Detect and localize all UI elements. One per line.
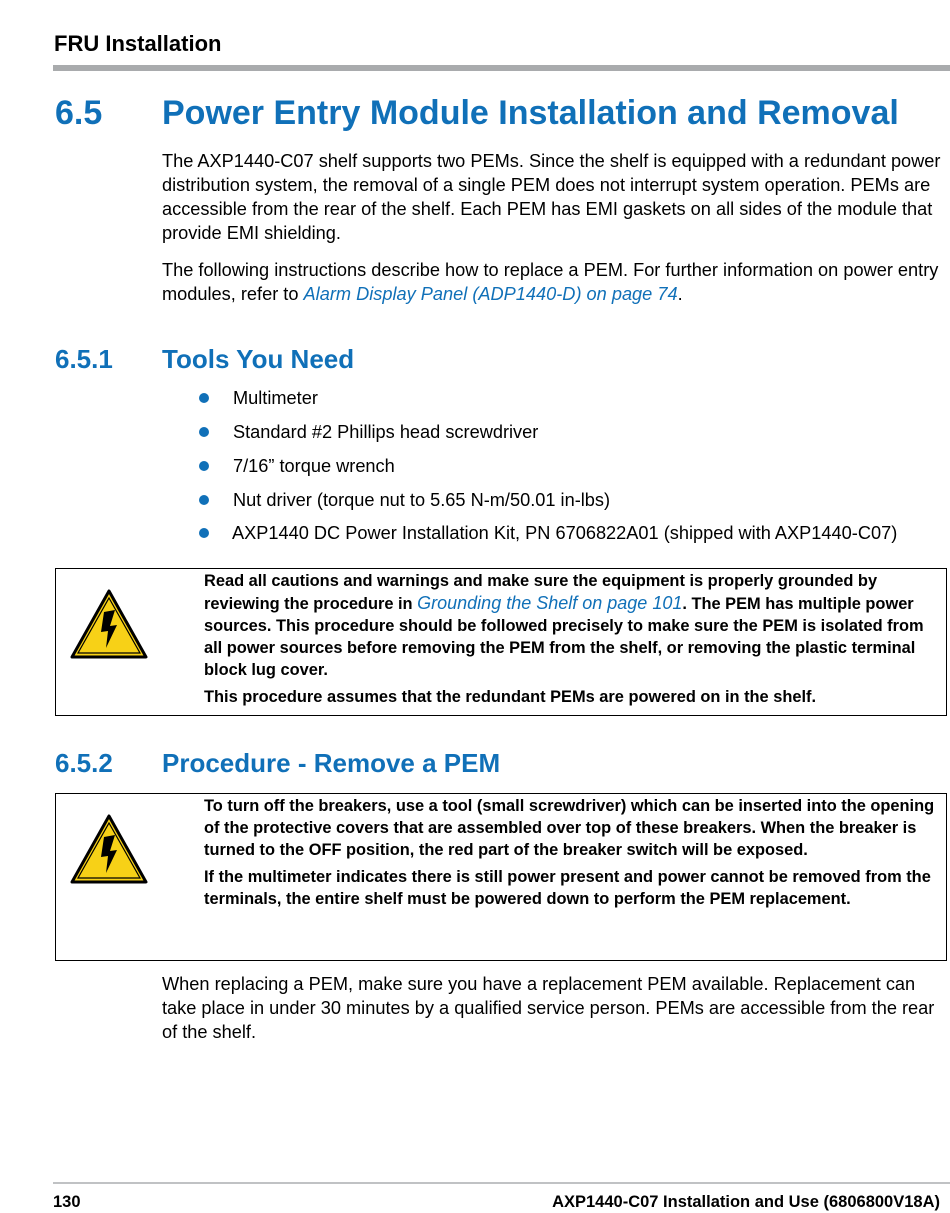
list-item (0, 454, 950, 478)
warning-text-grounding (204, 570, 939, 708)
tools-title: Tools You Need (162, 344, 355, 374)
closing-paragraph: When replacing a PEM, make sure you have a replacement PEM available. Replacement can take place in under 30 minutes by a qualified service person. PEMs are accessible from the rear of the shelf. (162, 974, 935, 1042)
running-header: FRU Installation (54, 31, 222, 56)
electrical-hazard-icon (69, 813, 149, 885)
warning-paragraph (204, 570, 939, 681)
tools-number: 6.5.1 (55, 344, 113, 374)
warning-paragraph: To turn off the breakers, use a tool (small screwdriver) which can be inserted into the opening of the protective covers that are assembled over top of these breakers. When the breaker is turned to the OFF position, the red part of the breaker switch will be exposed. (204, 797, 935, 859)
section-number: 6.5 (55, 94, 103, 132)
bullet-icon (199, 427, 209, 437)
list-item (0, 521, 950, 545)
warning-box-grounding (55, 568, 947, 716)
warning-paragraph-2: This procedure assumes that the redundant PEMs are powered on in the shelf. (204, 688, 817, 706)
intro-paragraph: The AXP1440-C07 shelf supports two PEMs. Since the shelf is equipped with a redundant power distribution system, the removal of a single PEM does not interrupt system operation. PEMs are accessible from the rear of the shelf. Each PEM has EMI gaskets on all sides of the module that provide EMI shielding. (162, 151, 941, 243)
section-title: Power Entry Module Installation and Removal (162, 94, 899, 132)
grounding-link[interactable]: Grounding the Shelf on page 101 (417, 593, 683, 613)
bullet-icon (199, 461, 209, 471)
procedure-title: Procedure - Remove a PEM (162, 748, 501, 778)
list-item-text: Multimeter (233, 388, 318, 408)
warning-box-breakers (55, 793, 947, 961)
document-title: AXP1440-C07 Installation and Use (6806800V18A) (552, 1193, 940, 1211)
bullet-icon (199, 528, 209, 538)
reference-paragraph (162, 258, 947, 306)
list-item-text: Standard #2 Phillips head screwdriver (233, 422, 539, 442)
reference-suffix: . (677, 284, 683, 304)
list-item (0, 488, 950, 512)
electrical-hazard-icon (69, 588, 149, 660)
bullet-icon (199, 393, 209, 403)
list-item-text: Nut driver (torque nut to 5.65 N-m/50.01 in-lbs) (233, 490, 611, 510)
list-item-text: 7/16” torque wrench (233, 456, 395, 476)
warning-text-suffix: . The PEM has multiple power sources. This procedure should be followed precisely to make sure the PEM is isolated from all power sources before removing the PEM from the shelf, or removing the plastic terminal block lug cover. (204, 595, 924, 679)
warning-text-breakers (204, 795, 939, 910)
alarm-display-panel-link[interactable]: Alarm Display Panel (ADP1440-D) on page 74 (303, 284, 678, 304)
warning-text-prefix: Read all cautions and warnings and make sure the equipment is properly grounded by reviewing the procedure in (204, 572, 878, 613)
list-item-text: AXP1440 DC Power Installation Kit, PN 6706822A01 (shipped with AXP1440-C07) (232, 523, 898, 543)
list-item (0, 420, 950, 444)
warning-paragraph-2: If the multimeter indicates there is still power present and power cannot be removed from the terminals, the entire shelf must be powered down to perform the PEM replacement. (204, 868, 931, 908)
header-rule (53, 65, 950, 71)
footer-rule (53, 1182, 950, 1184)
procedure-number: 6.5.2 (55, 748, 113, 778)
list-item (0, 386, 950, 410)
bullet-icon (199, 495, 209, 505)
reference-text: The following instructions describe how to replace a PEM. For further information on power entry modules, refer to (162, 260, 939, 304)
page-number: 130 (53, 1193, 81, 1211)
